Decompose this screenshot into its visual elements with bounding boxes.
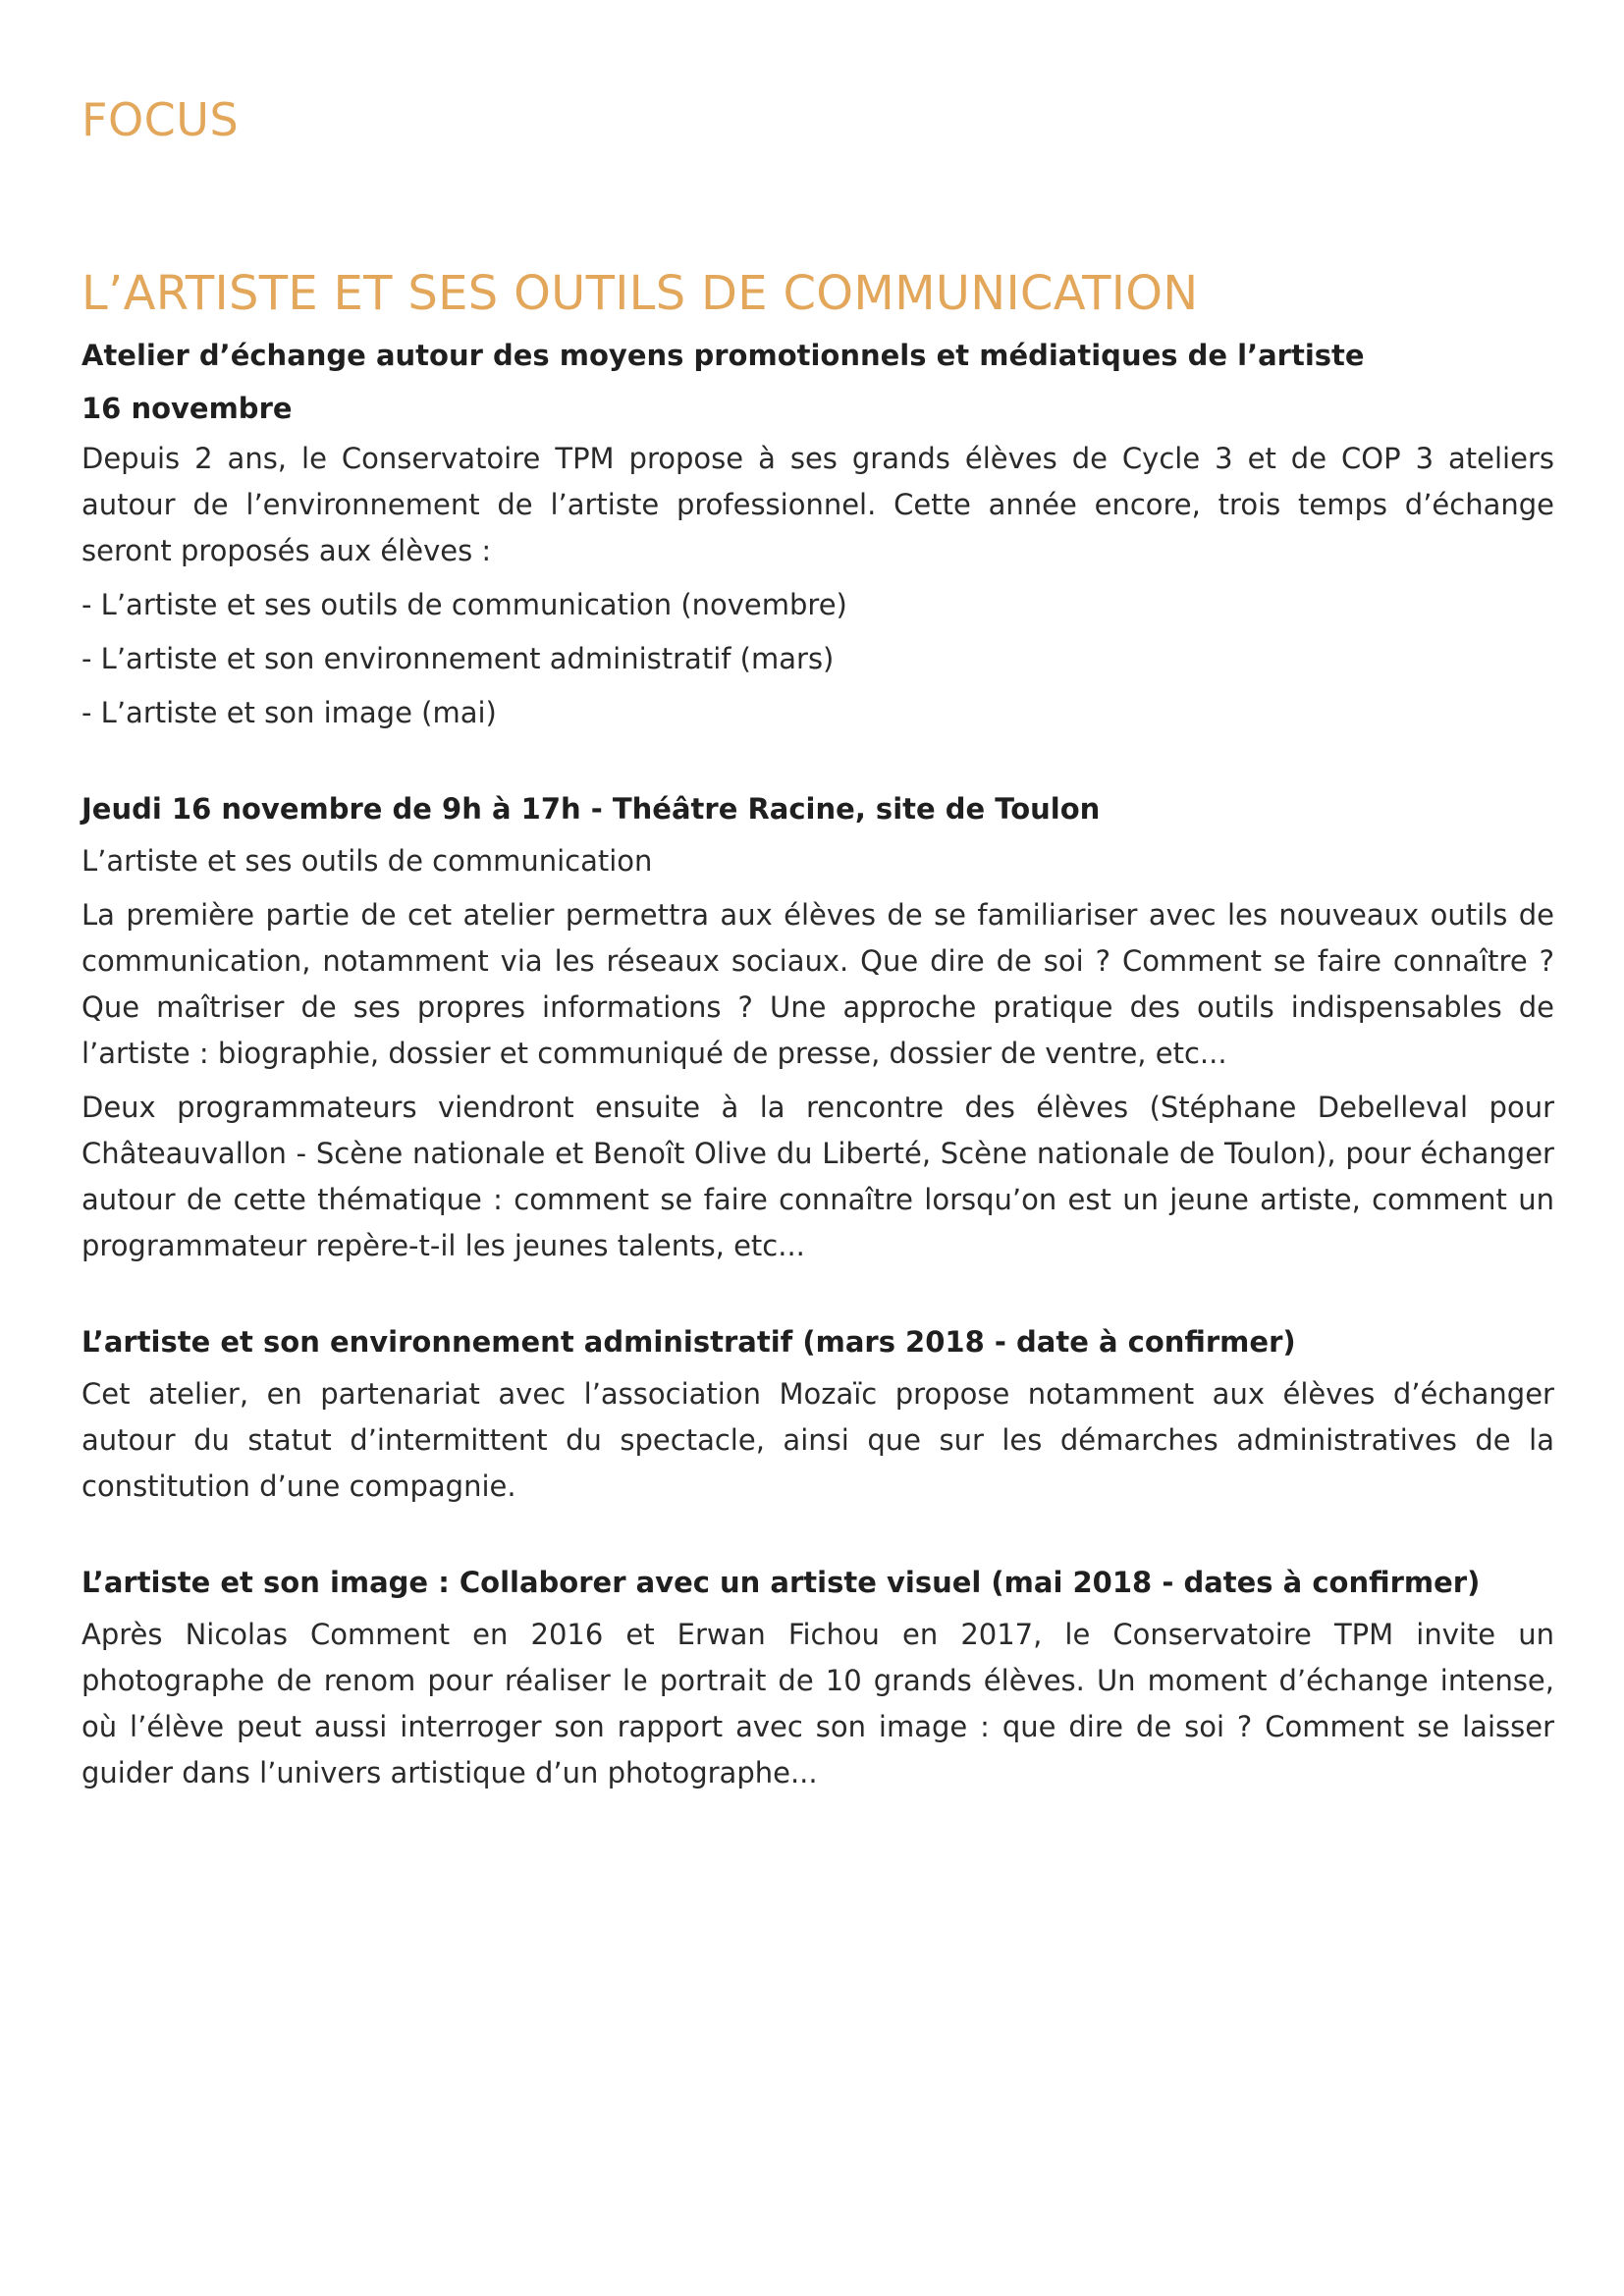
section-label: FOCUS [81,93,240,146]
section-heading: L’artiste et son image : Collaborer avec un artiste visuel (mai 2018 - dates à confirmer) [81,1566,1481,1599]
article-body [81,334,1554,1804]
section-image [81,1561,1554,1796]
section-heading: L’artiste et son environnement administratif (mars 2018 - date à confirmer) [81,1325,1296,1359]
agenda-item-administratif: - L’artiste et son environnement administratif (mars) [81,642,835,675]
page-title: L’ARTISTE ET SES OUTILS DE COMMUNICATION [81,266,1199,321]
article-subtitle: Atelier d’échange autour des moyens promotionnels et médiatiques de l’artiste [81,339,1365,372]
section-paragraph: Deux programmateurs viendront ensuite à la rencontre des élèves (Stéphane Debelleval pour Châteauvallon - Scène nationale et Benoît Olive du Liberté, Scène nationale de Toulon), pour échanger autour de cette thématique : comment se faire connaître lorsqu’on est un jeune artiste, comment un programmateur repère-t-il les jeunes talents, etc... [81,1091,1554,1262]
section-heading: Jeudi 16 novembre de 9h à 17h - Théâtre Racine, site de Toulon [81,792,1101,826]
section-paragraph: Cet atelier, en partenariat avec l’association Mozaïc propose notamment aux élèves d’échanger autour du statut d’intermittent du spectacle, ainsi que sur les démarches administratives de la constitution d’une compagnie. [81,1377,1554,1503]
section-paragraph: La première partie de cet atelier permettra aux élèves de se familiariser avec les nouveaux outils de communication, notamment via les réseaux sociaux. Que dire de soi ? Comment se faire connaître ? Que maîtriser de ses propres informations ? Une approche pratique des outils indispensables de l’artiste : biographie, dossier et communiqué de presse, dossier de ventre, etc... [81,898,1554,1070]
section-paragraph: Après Nicolas Comment en 2016 et Erwan Fichou en 2017, le Conservatoire TPM invite un photographe de renom pour réaliser le portrait de 10 grands élèves. Un moment d’échange intense, où l’élève peut aussi interroger son rapport avec son image : que dire de soi ? Comment se laisser guider dans l’univers artistique d’un photographe... [81,1618,1554,1789]
agenda-item-image: - L’artiste et son image (mai) [81,696,497,729]
section-communication [81,787,1554,1269]
section-administratif [81,1320,1554,1510]
intro-paragraph: Depuis 2 ans, le Conservatoire TPM propose à ses grands élèves de Cycle 3 et de COP 3 ateliers autour de l’environnement de l’artiste professionnel. Cette année encore, trois temps d’échange seront proposés aux élèves : [81,442,1554,567]
agenda-item-communication: - L’artiste et ses outils de communication (novembre) [81,588,847,621]
article-date: 16 novembre [81,392,293,425]
section-subheading: L’artiste et ses outils de communication [81,844,653,878]
agenda-list [81,582,1554,736]
